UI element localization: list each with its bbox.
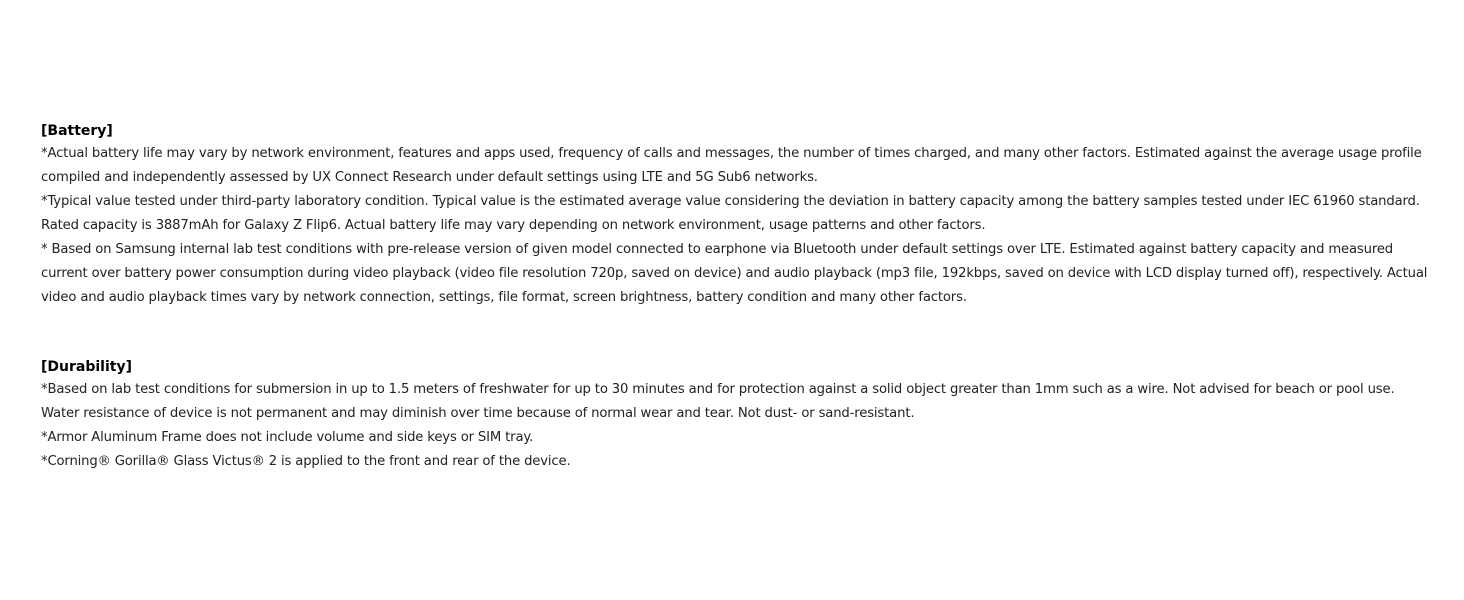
battery-section [41,120,1431,310]
durability-note-1: *Based on lab test conditions for submersion in up to 1.5 meters of freshwater for up to 30 minutes and for protection against a solid object greater than 1mm such as a wire. Not advised for beach or pool use. Water resistance of device is not permanent and may diminish over time because of normal wear and tear. Not dust- or sand-resistant. [41,382,1395,421]
section-heading-battery: [Battery] [41,123,113,139]
battery-note-2: *Typical value tested under third-party laboratory condition. Typical value is the estimated average value considering the deviation in battery capacity among the battery samples tested under IEC 61960 standard. Rated capacity is 3887mAh for Galaxy Z Flip6. Actual battery life may vary depending on network environment, usage patterns and other factors. [41,194,1420,233]
durability-section [41,356,1431,474]
battery-note-1: *Actual battery life may vary by network environment, features and apps used, frequency of calls and messages, the number of times charged, and many other factors. Estimated against the average usage profile compiled and independently assessed by UX Connect Research under default settings using LTE and 5G Sub6 networks. [41,146,1422,185]
durability-note-2: *Armor Aluminum Frame does not include volume and side keys or SIM tray. [41,430,534,445]
section-heading-durability: [Durability] [41,359,132,375]
battery-note-3: * Based on Samsung internal lab test conditions with pre-release version of given model connected to earphone via Bluetooth under default settings over LTE. Estimated against battery capacity and measured current over battery power consumption during video playback (video file resolution 720p, saved on device) and audio playback (mp3 file, 192kbps, saved on device with LCD display turned off), respectively. Actual video and audio playback times vary by network connection, settings, file format, screen brightness, battery condition and many other factors. [41,242,1428,305]
durability-note-3: *Corning® Gorilla® Glass Victus® 2 is applied to the front and rear of the device. [41,454,571,469]
